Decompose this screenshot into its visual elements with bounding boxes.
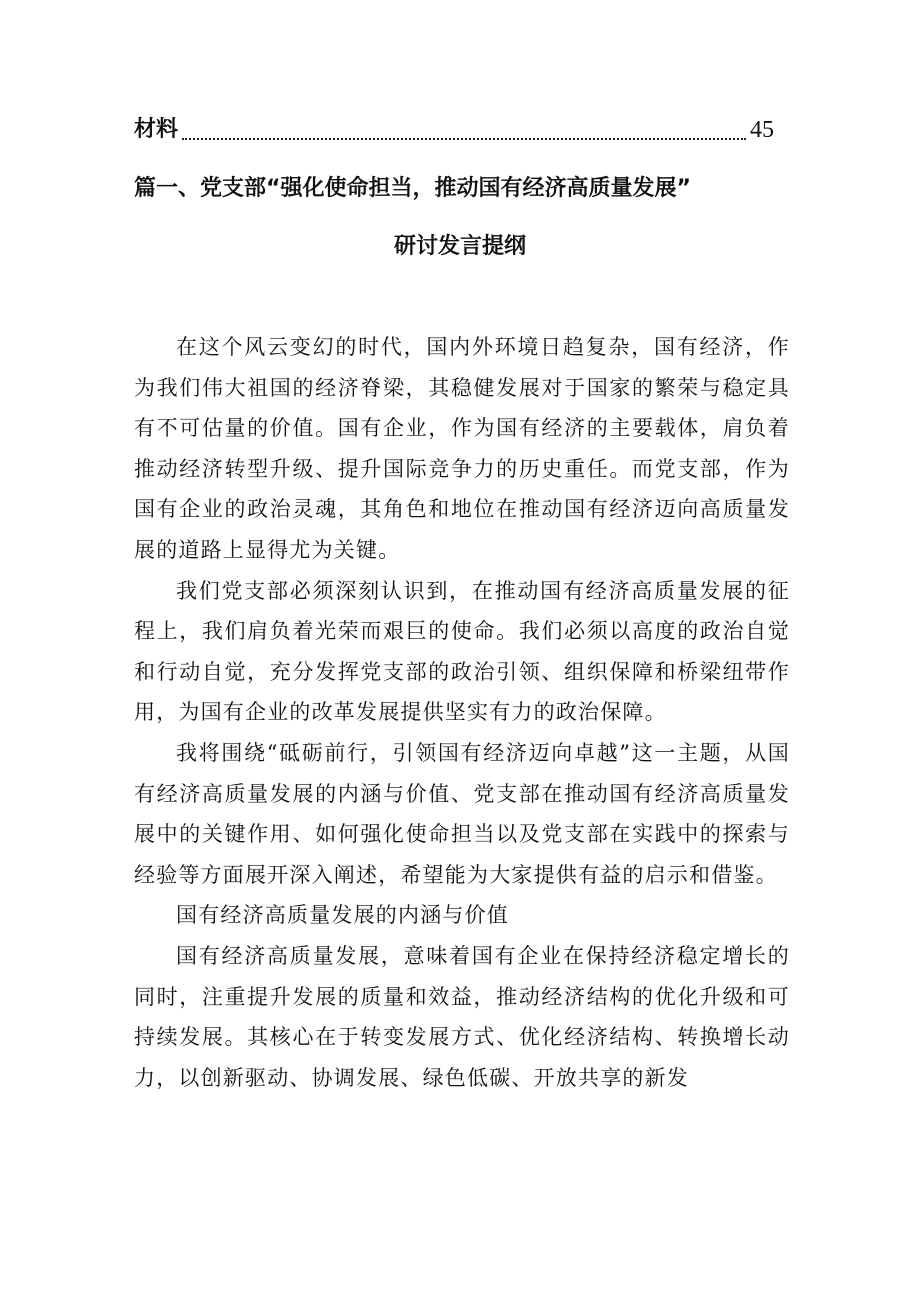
- section-title-line-1: 篇一、党支部“强化使命担当，推动国有经济高质量发展”: [134, 176, 691, 201]
- paragraph: 我们党支部必须深刻认识到，在推动国有经济高质量发展的征程上，我们肩负着光荣而艰巨的使命。我们必须以高度的政治自觉和行动自觉，充分发挥党支部的政治引领、组织保障和桥梁纽带作用，为国有企业的改革发展提供坚实有力的政治保障。: [134, 578, 790, 725]
- subsection-heading: 国有经济高质量发展的内涵与价值: [176, 903, 509, 928]
- section-title-line-2: 研讨发言提纲: [393, 234, 526, 259]
- toc-dot-leader: [182, 138, 746, 140]
- body-text: [134, 327, 790, 1098]
- toc-entry-label: 材料: [134, 117, 179, 142]
- toc-entry[interactable]: [134, 112, 774, 148]
- paragraph: 在这个风云变幻的时代，国内外环境日趋复杂，国有经济，作为我们伟大祖国的经济脊梁，其稳健发展对于国家的繁荣与稳定具有不可估量的价值。国有企业，作为国有经济的主要载体，肩负着推动经济转型升级、提升国际竞争力的历史重任。而党支部，作为国有企业的政治灵魂，其角色和地位在推动国有经济迈向高质量发展的道路上显得尤为关键。: [134, 335, 790, 562]
- paragraph: 国有经济高质量发展，意味着国有企业在保持经济稳定增长的同时，注重提升发展的质量和效益，推动经济结构的优化升级和可持续发展。其核心在于转变发展方式、优化经济结构、转换增长动力，以创新驱动、协调发展、绿色低碳、开放共享的新发: [134, 943, 790, 1090]
- paragraph: 我将围绕“砥砺前行，引领国有经济迈向卓越”这一主题，从国有经济高质量发展的内涵与价值、党支部在推动国有经济高质量发展中的关键作用、如何强化使命担当以及党支部在实践中的探索与经验等方面展开深入阐述，希望能为大家提供有益的启示和借鉴。: [134, 740, 790, 887]
- toc-page-number: 45: [750, 117, 774, 143]
